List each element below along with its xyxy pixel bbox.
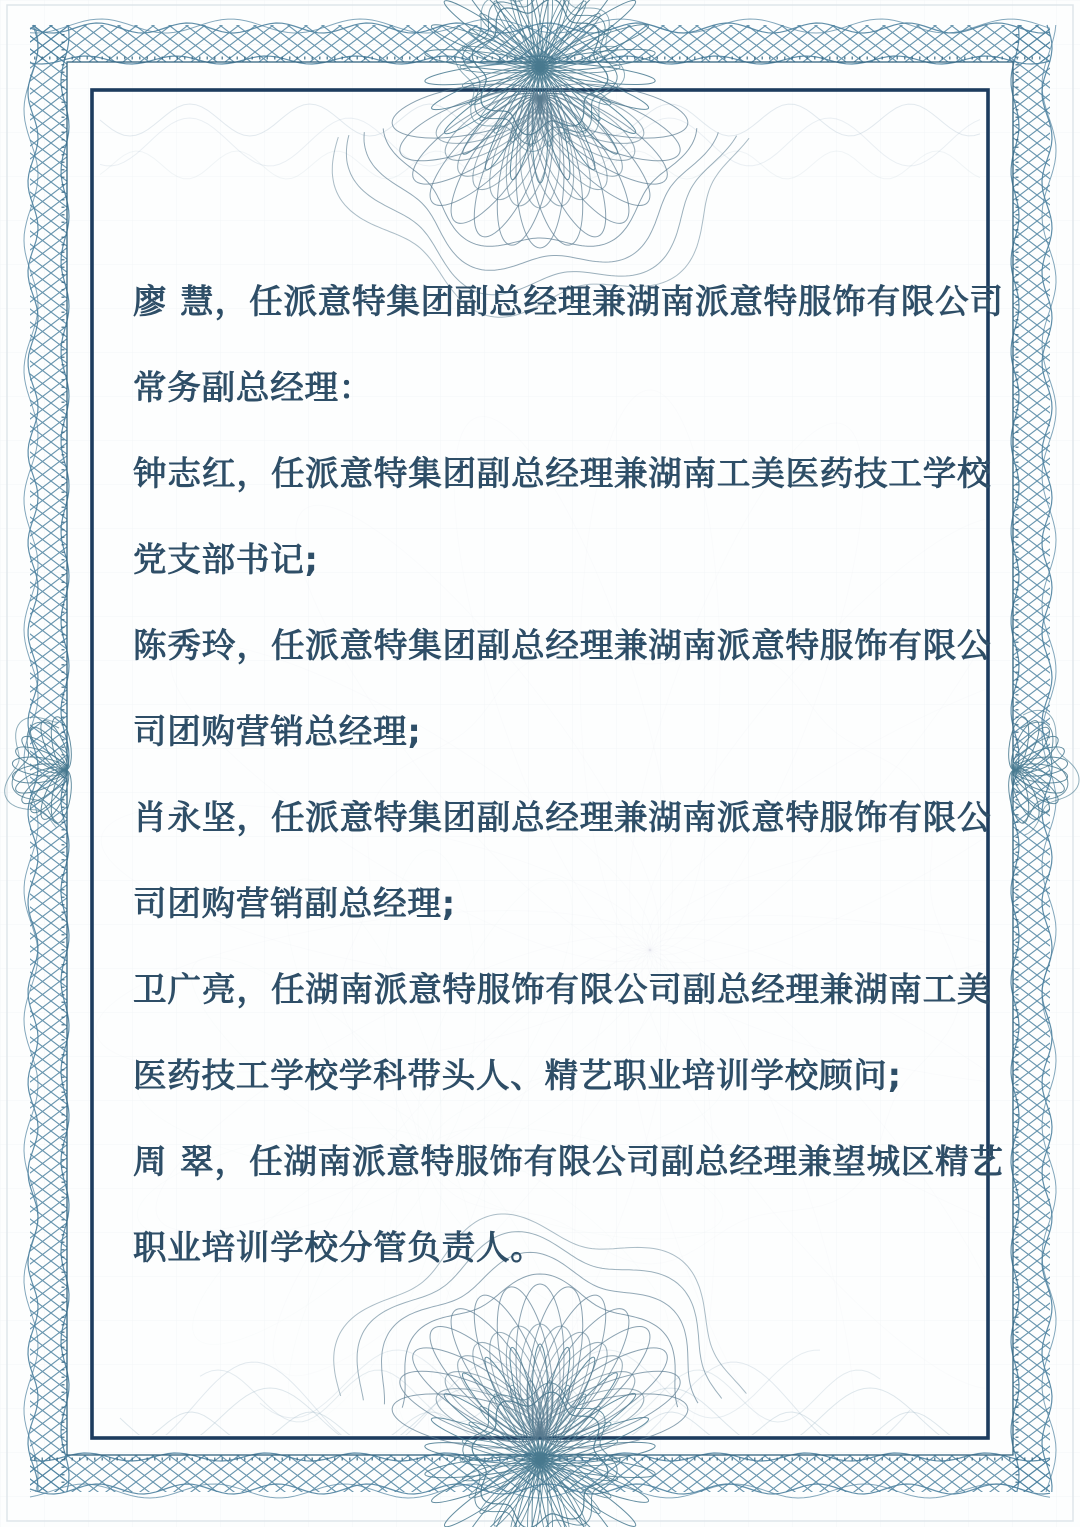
appointment-text: 任派意特集团副总经理兼湖南派意特服饰有限公 bbox=[271, 626, 992, 665]
appointment-entry bbox=[133, 431, 992, 603]
appointment-line bbox=[133, 259, 1004, 345]
appointment-line: 职业培训学校分管负责人。 bbox=[133, 1228, 545, 1267]
appointee-name: 廖 慧， bbox=[133, 282, 250, 321]
appointment-line bbox=[133, 947, 992, 1033]
appointment-line bbox=[133, 1119, 1004, 1205]
appointment-line bbox=[133, 603, 992, 689]
appointee-name: 肖永坚， bbox=[133, 798, 271, 837]
appointment-line bbox=[133, 431, 992, 517]
appointment-text: 任湖南派意特服饰有限公司副总经理兼湖南工美 bbox=[271, 970, 992, 1009]
appointee-name: 卫广亮， bbox=[133, 970, 271, 1009]
appointment-text: 任湖南派意特服饰有限公司副总经理兼望城区精艺 bbox=[249, 1142, 1004, 1181]
appointment-line: 党支部书记; bbox=[133, 540, 319, 579]
appointment-line bbox=[133, 775, 992, 861]
appointment-line: 司团购营销总经理; bbox=[133, 712, 422, 751]
appointment-text: 任派意特集团副总经理兼湖南派意特服饰有限公 bbox=[271, 798, 992, 837]
appointment-entry bbox=[133, 1119, 1004, 1291]
appointee-name: 钟志红， bbox=[133, 454, 271, 493]
appointment-text: 任派意特集团副总经理兼湖南派意特服饰有限公司 bbox=[249, 282, 1004, 321]
appointment-line: 常务副总经理： bbox=[133, 368, 374, 407]
appointment-entry bbox=[133, 259, 1004, 431]
appointee-name: 周 翠， bbox=[133, 1142, 250, 1181]
appointment-list bbox=[133, 259, 1004, 1291]
appointment-entry bbox=[133, 775, 992, 947]
appointment-line: 医药技工学校学科带头人、精艺职业培训学校顾问; bbox=[133, 1056, 902, 1095]
appointee-name: 陈秀玲， bbox=[133, 626, 271, 665]
appointment-line: 司团购营销副总经理; bbox=[133, 884, 456, 923]
appointment-text: 任派意特集团副总经理兼湖南工美医药技工学校 bbox=[271, 454, 992, 493]
appointment-entry bbox=[133, 603, 992, 775]
appointment-entry bbox=[133, 947, 992, 1119]
